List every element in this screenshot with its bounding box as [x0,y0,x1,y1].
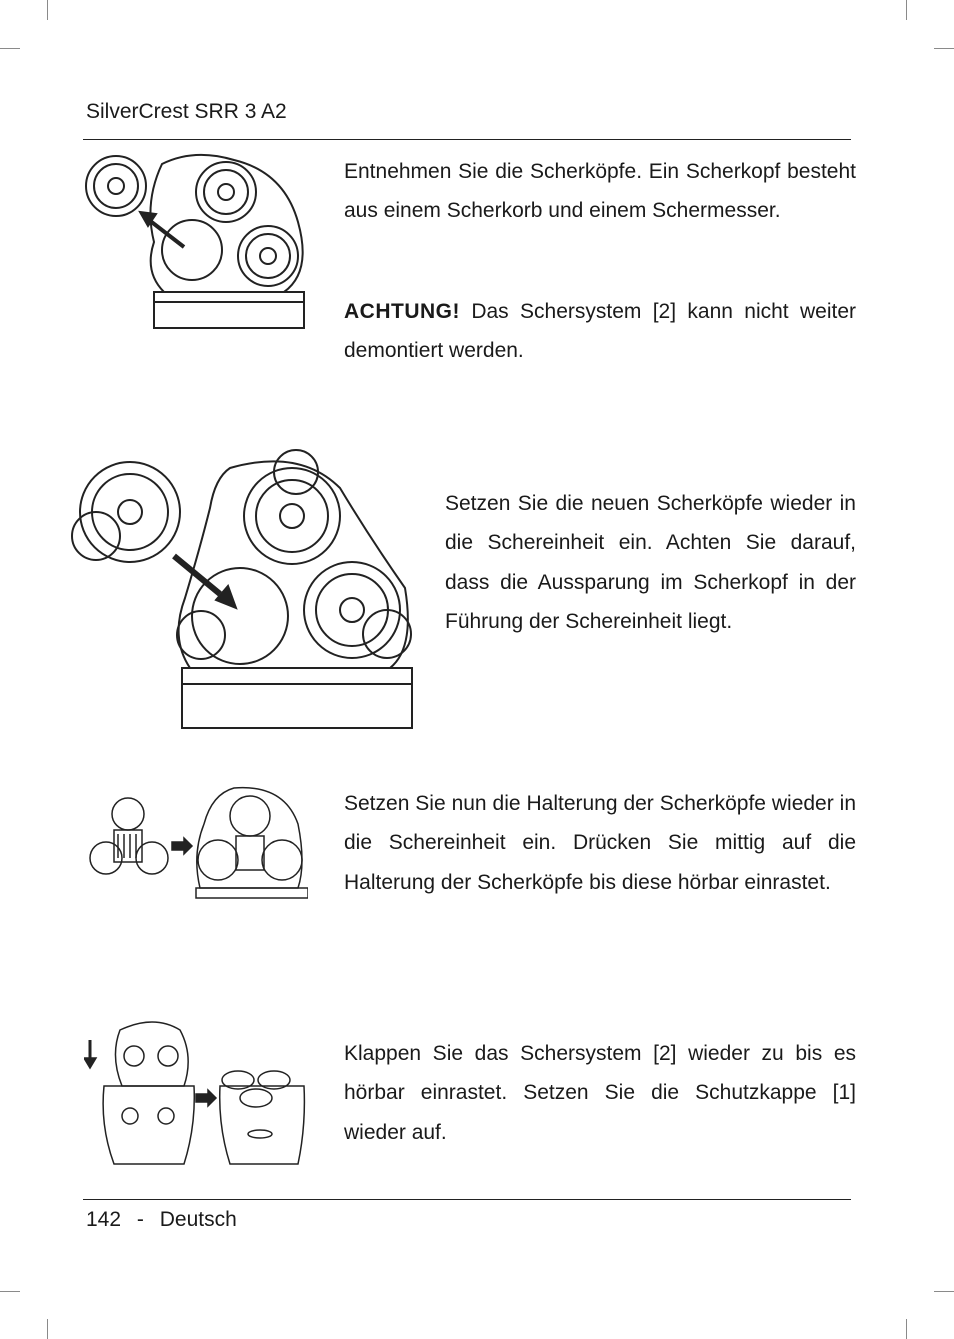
figure-insert-holder [84,784,308,900]
footer-language: Deutsch [159,1208,237,1231]
warning-body: Das Schersystem [2] kann nicht weiter demontiert werden. [344,300,856,363]
instruction-sentence: Setzen Sie nun die Halterung der Scherköpfe wieder in die Schereinheit ein. Drücken Sie mittig auf die Halterung der Scherköpfe bis diese hörbar einrastet. [344,792,856,894]
page-footer [86,1208,237,1232]
instruction-sentence: Setzen Sie die neuen Scherköpfe wieder in die Schereinheit ein. Achten Sie darauf, dass die Aussparung im Scherkopf in der Führung der Schereinheit liegt. [445,492,856,633]
footer-separator: - [136,1208,144,1231]
crop-mark [0,1291,20,1292]
instruction-text-2 [445,484,856,641]
instruction-text-1 [344,152,856,231]
instruction-text-4 [344,1034,856,1152]
instruction-sentence: Klappen Sie das Schersystem [2] wieder zu bis es hörbar einrastet. Setzen Sie die Schutzkappe [1] wieder auf. [344,1042,856,1144]
instruction-text-3 [344,784,856,902]
crop-mark [934,48,954,49]
header-rule [83,139,851,140]
footer-rule [83,1199,851,1200]
crop-mark [934,1291,954,1292]
crop-mark [47,1319,48,1339]
warning-text [344,292,856,371]
crop-mark [0,48,20,49]
figure-close-shaving-system [84,1016,310,1166]
crop-mark [906,0,907,20]
page-number: 142 [86,1208,122,1231]
figure-remove-shaving-head [84,152,308,332]
instruction-sentence: Entnehmen Sie die Scherköpfe. Ein Scherkopf besteht aus einem Scherkorb und einem Schermesser. [344,160,856,223]
warning-label: ACHTUNG! [344,300,460,323]
crop-mark [47,0,48,20]
page-header-title: SilverCrest SRR 3 A2 [86,100,287,123]
crop-mark [906,1319,907,1339]
figure-insert-shaving-heads [70,448,414,732]
